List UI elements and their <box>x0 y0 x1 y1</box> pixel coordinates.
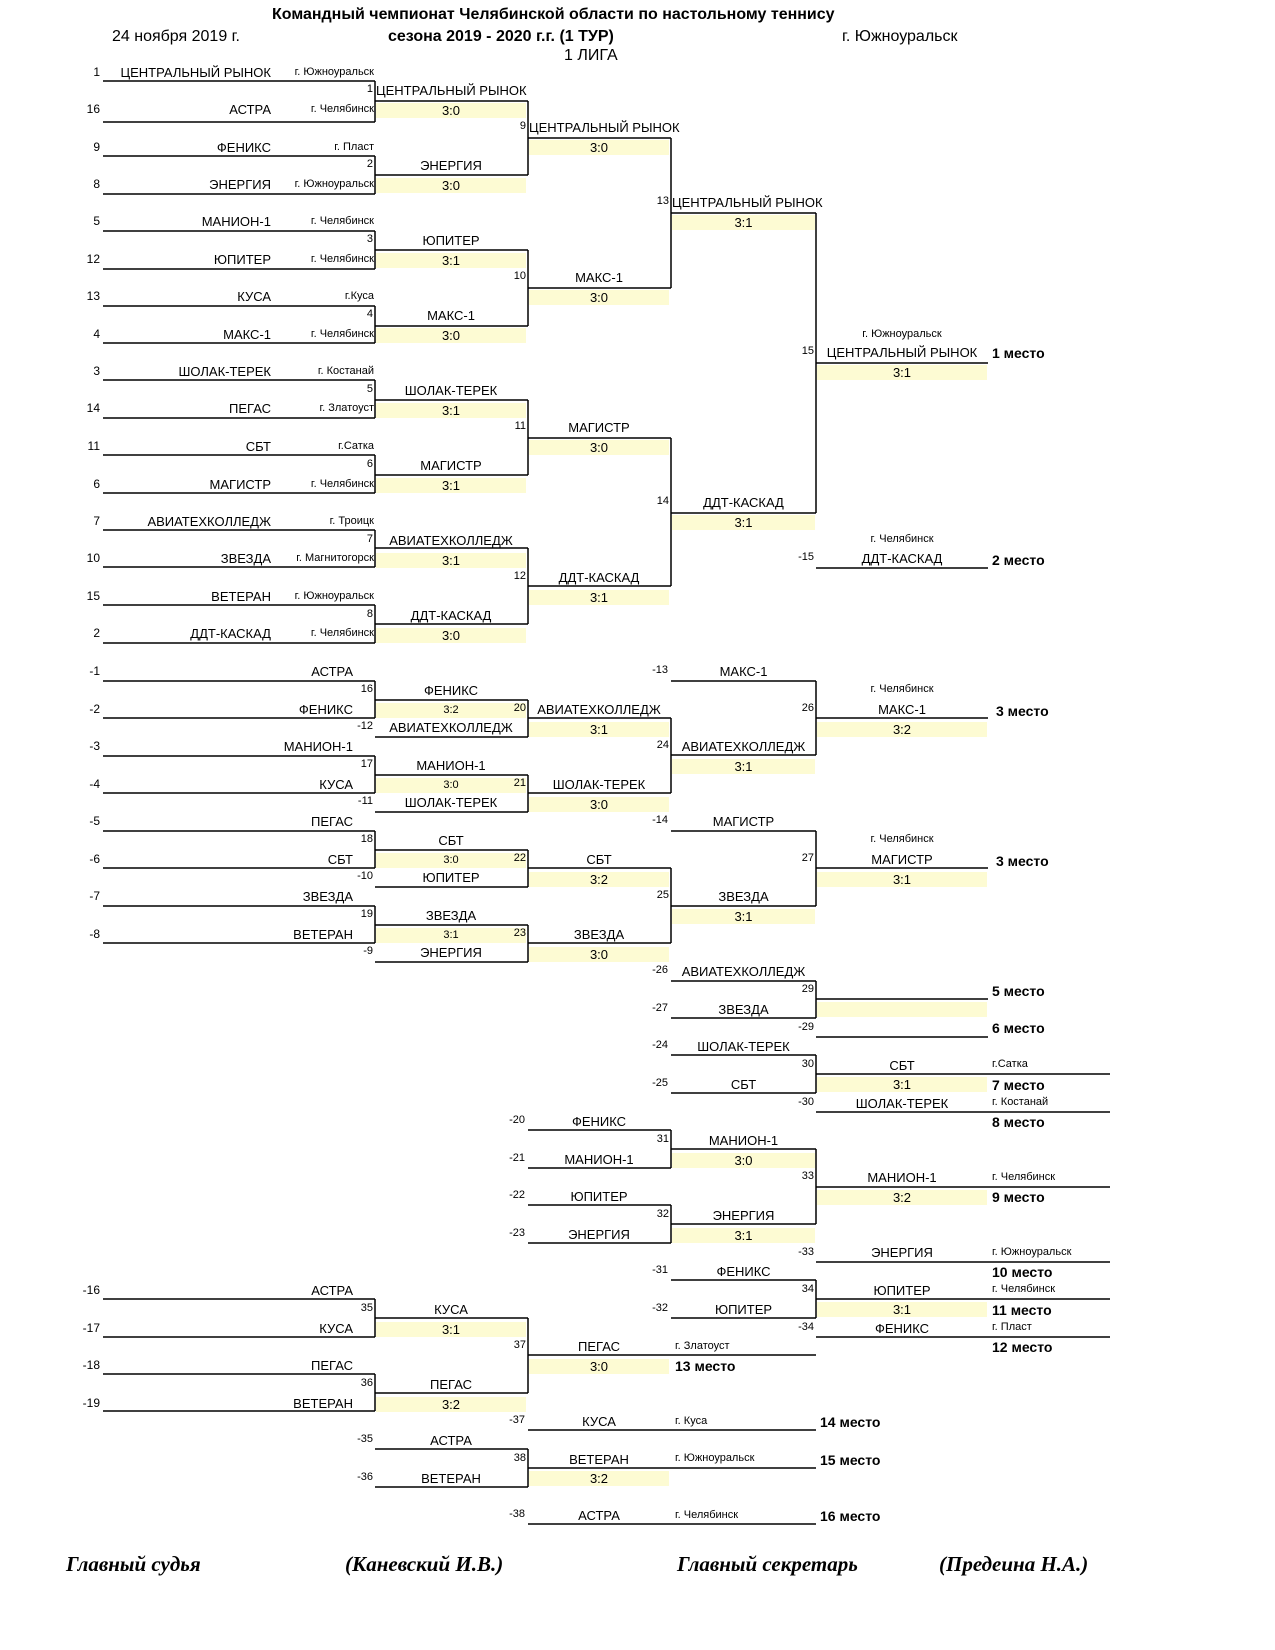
match-winner: ЦЕНТРАЛЬНЫЙ РЫНОК <box>529 120 680 135</box>
seed-number: -7 <box>89 889 100 903</box>
match-score: 3:1 <box>672 759 815 774</box>
match-score: 3:1 <box>376 253 526 268</box>
match-number: 31 <box>656 1133 669 1145</box>
match-number: 6 <box>366 458 373 470</box>
team-name: СБТ <box>730 1077 757 1092</box>
league-label: 1 ЛИГА <box>564 47 618 64</box>
team-name: КУСА <box>319 777 353 792</box>
place-label: 15 место <box>820 1452 881 1468</box>
match-winner: МАНИОН-1 <box>867 1170 937 1185</box>
match-winner: МАГИСТР <box>568 420 630 435</box>
match-number: 10 <box>513 270 526 282</box>
match-score: 3:2 <box>529 872 669 887</box>
match-number: 13 <box>656 195 669 207</box>
match-number: 33 <box>801 1170 814 1182</box>
match-score: 3:1 <box>376 928 526 943</box>
match-number: 16 <box>360 683 373 695</box>
match-score: 3:0 <box>529 947 669 962</box>
team-name: ЮПИТЕР <box>422 870 480 885</box>
team-city: г. Златоуст <box>319 402 374 414</box>
match-number: -34 <box>798 1321 814 1333</box>
match-number: -31 <box>652 1264 668 1276</box>
seed-number: -1 <box>89 664 100 678</box>
match-number: 32 <box>656 1208 669 1220</box>
match-winner: МАКС-1 <box>427 308 475 323</box>
match-score: 3:0 <box>529 440 669 455</box>
match-number: 7 <box>366 533 373 545</box>
match-number: -36 <box>357 1471 373 1483</box>
team-city: г. Южноуральск <box>294 590 374 602</box>
team-name: АВИАТЕХКОЛЛЕДЖ <box>681 964 806 979</box>
match-winner: ЮПИТЕР <box>873 1283 931 1298</box>
match-winner: МАКС-1 <box>878 702 926 717</box>
team-name: МАНИОН-1 <box>283 739 353 754</box>
seed-number: 2 <box>93 626 100 640</box>
match-number: 9 <box>519 120 526 132</box>
team-name: ВЕТЕРАН <box>211 589 271 604</box>
seed-number: 10 <box>86 551 100 565</box>
seed-number: -8 <box>89 927 100 941</box>
match-score: 3:1 <box>376 1322 526 1337</box>
match-winner: ДДТ-КАСКАД <box>410 608 492 623</box>
match-score: 3:0 <box>376 328 526 343</box>
match-number: 35 <box>360 1302 373 1314</box>
team-name: ДДТ-КАСКАД <box>190 626 271 641</box>
seed-number: -2 <box>89 702 100 716</box>
team-city: г. Челябинск <box>310 627 374 639</box>
match-number: -37 <box>509 1414 525 1426</box>
match-winner: СБТ <box>438 833 464 848</box>
secretary-name: (Предеина Н.А.) <box>939 1552 1089 1576</box>
team-name: МАКС-1 <box>719 664 768 679</box>
place-label: 3 место <box>996 853 1049 869</box>
team-city: г. Челябинск <box>310 215 374 227</box>
match-number: 22 <box>513 852 526 864</box>
team-city: г.Куса <box>344 290 374 302</box>
match-number: -15 <box>798 551 814 563</box>
match-score: 3:0 <box>672 1153 815 1168</box>
team-name: КУСА <box>319 1321 353 1336</box>
match-number: 24 <box>656 739 669 751</box>
seed-number: 11 <box>87 439 100 453</box>
match-number: -13 <box>652 664 668 676</box>
judge-label: Главный судья <box>66 1552 201 1576</box>
match-winner: АВИАТЕХКОЛЛЕДЖ <box>389 533 513 548</box>
seed-number: -5 <box>89 814 100 828</box>
match-number: -30 <box>798 1096 814 1108</box>
team-name: АСТРА <box>229 102 271 117</box>
team-name: ЦЕНТРАЛЬНЫЙ РЫНОК <box>120 65 271 80</box>
document-title: Командный чемпионат Челябинской области по настольному теннису <box>272 6 835 23</box>
place-label: 12 место <box>992 1339 1053 1355</box>
match-score: 3:2 <box>376 1397 526 1412</box>
team-name: МАГИСТР <box>209 477 271 492</box>
team-city: г. Челябинск <box>675 1509 739 1521</box>
place-label: 8 место <box>992 1114 1045 1130</box>
team-name: ФЕНИКС <box>571 1114 627 1129</box>
seed-number: 14 <box>86 401 100 415</box>
team-city: г. Челябинск <box>310 253 374 265</box>
team-city: г. Челябинск <box>870 533 934 545</box>
team-name: ЭНЕРГИЯ <box>209 177 271 192</box>
match-number: -26 <box>652 964 668 976</box>
team-name: ЗВЕЗДА <box>220 551 271 566</box>
match-number: -12 <box>357 720 373 732</box>
match-number: -10 <box>357 870 373 882</box>
match-number: -29 <box>798 1021 814 1033</box>
seed-number: -18 <box>82 1358 100 1372</box>
match-winner: АВИАТЕХКОЛЛЕДЖ <box>681 739 806 754</box>
seed-number: -4 <box>89 777 100 791</box>
team-name: ШОЛАК-ТЕРЕК <box>178 364 271 379</box>
seed-number: -3 <box>89 739 100 753</box>
match-number: 23 <box>513 927 526 939</box>
match-number: 2 <box>366 158 373 170</box>
seed-number: -6 <box>89 852 100 866</box>
match-score: 3:1 <box>376 478 526 493</box>
seed-number: 15 <box>86 589 100 603</box>
match-winner: КУСА <box>434 1302 468 1317</box>
seed-number: 8 <box>93 177 100 191</box>
seed-number: 6 <box>93 477 100 491</box>
match-winner: СБТ <box>889 1058 915 1073</box>
match-score: 3:0 <box>376 778 526 793</box>
team-city: г.Сатка <box>338 440 374 452</box>
match-number: 14 <box>656 495 669 507</box>
team-city: г. Челябинск <box>992 1171 1056 1183</box>
match-number: 5 <box>366 383 373 395</box>
team-name: АВИАТЕХКОЛЛЕДЖ <box>389 720 513 735</box>
seed-number: 4 <box>93 327 100 341</box>
match-winner: ЦЕНТРАЛЬНЫЙ РЫНОК <box>672 195 823 210</box>
team-name: ДДТ-КАСКАД <box>861 551 943 566</box>
team-name: ЮПИТЕР <box>714 1302 773 1317</box>
match-score: 3:2 <box>529 1471 669 1486</box>
match-winner: ШОЛАК-ТЕРЕК <box>552 777 646 792</box>
team-city: г.Сатка <box>992 1058 1028 1070</box>
seed-number: 5 <box>93 214 100 228</box>
match-number: -14 <box>652 814 668 826</box>
match-winner: ШОЛАК-ТЕРЕК <box>404 383 498 398</box>
match-number: 30 <box>801 1058 814 1070</box>
match-score: 3:2 <box>817 722 987 737</box>
match-number: 4 <box>366 308 373 320</box>
match-winner: ПЕГАС <box>578 1339 620 1354</box>
team-name: КУСА <box>582 1414 616 1429</box>
match-number: 18 <box>360 833 373 845</box>
event-city: г. Южноуральск <box>842 28 958 45</box>
match-winner: ЦЕНТРАЛЬНЫЙ РЫНОК <box>376 83 527 98</box>
match-score: 3:0 <box>376 103 526 118</box>
team-name: МАНИОН-1 <box>201 214 271 229</box>
team-name: СБТ <box>327 852 353 867</box>
team-city: г. Челябинск <box>870 683 934 695</box>
match-number: 34 <box>801 1283 814 1295</box>
seed-number: -16 <box>82 1283 100 1297</box>
match-number: -38 <box>509 1508 525 1520</box>
match-number: -20 <box>509 1114 525 1126</box>
seed-number: 1 <box>93 65 100 79</box>
event-date: 24 ноября 2019 г. <box>112 28 240 45</box>
team-name: АСТРА <box>578 1508 620 1523</box>
team-city: г. Челябинск <box>310 103 374 115</box>
team-name: ПЕГАС <box>311 814 353 829</box>
match-score: 3:2 <box>817 1190 987 1205</box>
secretary-label: Главный секретарь <box>677 1552 858 1576</box>
team-city: г. Южноуральск <box>294 178 374 190</box>
place-label: 9 место <box>992 1189 1045 1205</box>
place-label: 7 место <box>992 1077 1045 1093</box>
place-label: 1 место <box>992 345 1045 361</box>
team-city: г. Пласт <box>992 1321 1032 1333</box>
match-number: 15 <box>801 345 814 357</box>
place-label: 5 место <box>992 983 1045 999</box>
match-number: -27 <box>652 1002 668 1014</box>
place-label: 16 место <box>820 1508 881 1524</box>
match-score: 3:1 <box>529 722 669 737</box>
match-number: 25 <box>656 889 669 901</box>
seed-number: 12 <box>86 252 100 266</box>
team-city: г. Куса <box>675 1415 708 1427</box>
match-number: -25 <box>652 1077 668 1089</box>
team-city: г. Челябинск <box>310 478 374 490</box>
match-score-empty <box>817 1002 987 1017</box>
match-winner: ВЕТЕРАН <box>569 1452 629 1467</box>
match-winner: ЭНЕРГИЯ <box>712 1208 775 1223</box>
team-city: г. Златоуст <box>675 1340 730 1352</box>
match-winner: МАНИОН-1 <box>416 758 486 773</box>
team-name: МАГИСТР <box>712 814 775 829</box>
match-number: 11 <box>514 420 526 432</box>
seed-number: 13 <box>86 289 100 303</box>
champion-team: ЦЕНТРАЛЬНЫЙ РЫНОК <box>826 345 978 360</box>
match-number: -11 <box>357 795 373 807</box>
team-city: г. Троицк <box>329 515 374 527</box>
match-number: -21 <box>509 1152 525 1164</box>
team-name: ЭНЕРГИЯ <box>871 1245 933 1260</box>
match-score: 3:1 <box>376 553 526 568</box>
team-city: г. Южноуральск <box>294 66 374 78</box>
team-name: ФЕНИКС <box>298 702 353 717</box>
team-name: ЭНЕРГИЯ <box>420 945 482 960</box>
team-name: ВЕТЕРАН <box>293 927 353 942</box>
team-name: ЗВЕЗДА <box>302 889 353 904</box>
team-name: ШОЛАК-ТЕРЕК <box>697 1039 790 1054</box>
place-label: 2 место <box>992 552 1045 568</box>
match-score: 3:1 <box>672 1228 815 1243</box>
team-name: ПЕГАС <box>229 401 271 416</box>
match-number: 21 <box>513 777 526 789</box>
match-number: 17 <box>360 758 373 770</box>
match-number: 12 <box>513 570 526 582</box>
match-winner: ПЕГАС <box>430 1377 472 1392</box>
match-score: 3:0 <box>529 797 669 812</box>
team-name: АВИАТЕХКОЛЛЕДЖ <box>147 514 271 529</box>
match-winner: ЭНЕРГИЯ <box>420 158 482 173</box>
match-number: 27 <box>801 852 814 864</box>
seed-number: -17 <box>82 1321 100 1335</box>
match-number: -33 <box>798 1246 814 1258</box>
team-name: МАНИОН-1 <box>564 1152 634 1167</box>
team-name: ФЕНИКС <box>716 1264 771 1279</box>
match-score: 3:1 <box>376 403 526 418</box>
match-number: -22 <box>509 1189 525 1201</box>
place-label: 13 место <box>675 1358 736 1374</box>
team-city: г. Челябинск <box>870 833 934 845</box>
match-winner: ФЕНИКС <box>423 683 479 698</box>
match-winner: ЗВЕЗДА <box>425 908 477 923</box>
team-city: г. Южноуральск <box>675 1452 755 1464</box>
match-winner: АВИАТЕХКОЛЛЕДЖ <box>537 702 661 717</box>
seed-number: 3 <box>93 364 100 378</box>
team-name: МАКС-1 <box>223 327 271 342</box>
match-score: 3:0 <box>376 853 526 868</box>
team-name: ЭНЕРГИЯ <box>568 1227 630 1242</box>
match-winner: ЮПИТЕР <box>422 233 480 248</box>
match-score: 3:1 <box>817 1302 987 1317</box>
match-number: 8 <box>366 608 373 620</box>
match-number: 3 <box>366 233 373 245</box>
match-score: 3:0 <box>376 178 526 193</box>
match-winner: МАГИСТР <box>871 852 933 867</box>
team-name: ЮПИТЕР <box>213 252 271 267</box>
match-score: 3:0 <box>529 1359 669 1374</box>
team-city: г. Костанай <box>992 1096 1049 1108</box>
team-city: г. Пласт <box>334 141 374 153</box>
team-name: ВЕТЕРАН <box>421 1471 481 1486</box>
team-name: ВЕТЕРАН <box>293 1396 353 1411</box>
place-label: 11 место <box>992 1302 1052 1318</box>
match-number: -35 <box>357 1433 373 1445</box>
match-number: -24 <box>652 1039 668 1051</box>
match-number: -23 <box>509 1227 525 1239</box>
match-score: 3:1 <box>817 872 987 887</box>
team-name: СБТ <box>245 439 271 454</box>
match-number: 1 <box>366 83 373 95</box>
match-winner: ДДТ-КАСКАД <box>703 495 784 510</box>
match-number: 20 <box>513 702 526 714</box>
team-name: АСТРА <box>430 1433 472 1448</box>
match-number: 19 <box>360 908 373 920</box>
match-score: 3:0 <box>529 140 669 155</box>
place-label: 3 место <box>996 703 1049 719</box>
match-number: -32 <box>652 1302 668 1314</box>
match-number: 37 <box>513 1339 526 1351</box>
team-name: КУСА <box>237 289 271 304</box>
team-name: АСТРА <box>311 1283 353 1298</box>
match-winner: МАГИСТР <box>420 458 482 473</box>
match-winner: МАКС-1 <box>575 270 623 285</box>
team-name: ФЕНИКС <box>874 1321 930 1336</box>
place-label: 10 место <box>992 1264 1053 1280</box>
team-name: ШОЛАК-ТЕРЕК <box>404 795 498 810</box>
match-score: 3:1 <box>672 515 815 530</box>
place-label: 14 место <box>820 1414 881 1430</box>
match-number: 26 <box>801 702 814 714</box>
team-city: г. Челябинск <box>992 1283 1056 1295</box>
match-winner: ЗВЕЗДА <box>573 927 625 942</box>
team-city: г. Челябинск <box>310 328 374 340</box>
judge-name: (Каневский И.В.) <box>345 1552 504 1576</box>
match-winner: ЗВЕЗДА <box>718 889 769 904</box>
match-number: 38 <box>513 1452 526 1464</box>
winner-city: г. Южноуральск <box>862 328 942 340</box>
match-winner: СБТ <box>586 852 612 867</box>
match-number: -9 <box>363 945 373 957</box>
place-label: 6 место <box>992 1020 1045 1036</box>
match-score: 3:1 <box>817 1077 987 1092</box>
match-score: 3:0 <box>529 290 669 305</box>
seed-number: -19 <box>82 1396 100 1410</box>
match-score: 3:0 <box>376 628 526 643</box>
team-name: ШОЛАК-ТЕРЕК <box>855 1096 949 1111</box>
match-number: 36 <box>360 1377 373 1389</box>
team-name: ФЕНИКС <box>216 140 271 155</box>
match-score: 3:1 <box>817 365 987 380</box>
seed-number: 16 <box>86 102 100 116</box>
team-name: ЗВЕЗДА <box>718 1002 769 1017</box>
match-score: 3:2 <box>376 703 526 718</box>
team-city: г. Южноуральск <box>992 1246 1072 1258</box>
season-label: сезона 2019 - 2020 г.г. (1 ТУР) <box>388 28 614 45</box>
team-name: ПЕГАС <box>311 1358 353 1373</box>
team-city: г. Костанай <box>317 365 374 377</box>
team-name: АСТРА <box>311 664 353 679</box>
team-city: г. Магнитогорск <box>296 552 374 564</box>
team-name: ЮПИТЕР <box>570 1189 628 1204</box>
match-number: 29 <box>801 983 814 995</box>
match-score: 3:1 <box>672 215 815 230</box>
seed-number: 9 <box>93 140 100 154</box>
match-score: 3:1 <box>529 590 669 605</box>
match-score: 3:1 <box>672 909 815 924</box>
seed-number: 7 <box>93 514 100 528</box>
match-winner: МАНИОН-1 <box>708 1133 779 1148</box>
match-winner: ДДТ-КАСКАД <box>558 570 640 585</box>
